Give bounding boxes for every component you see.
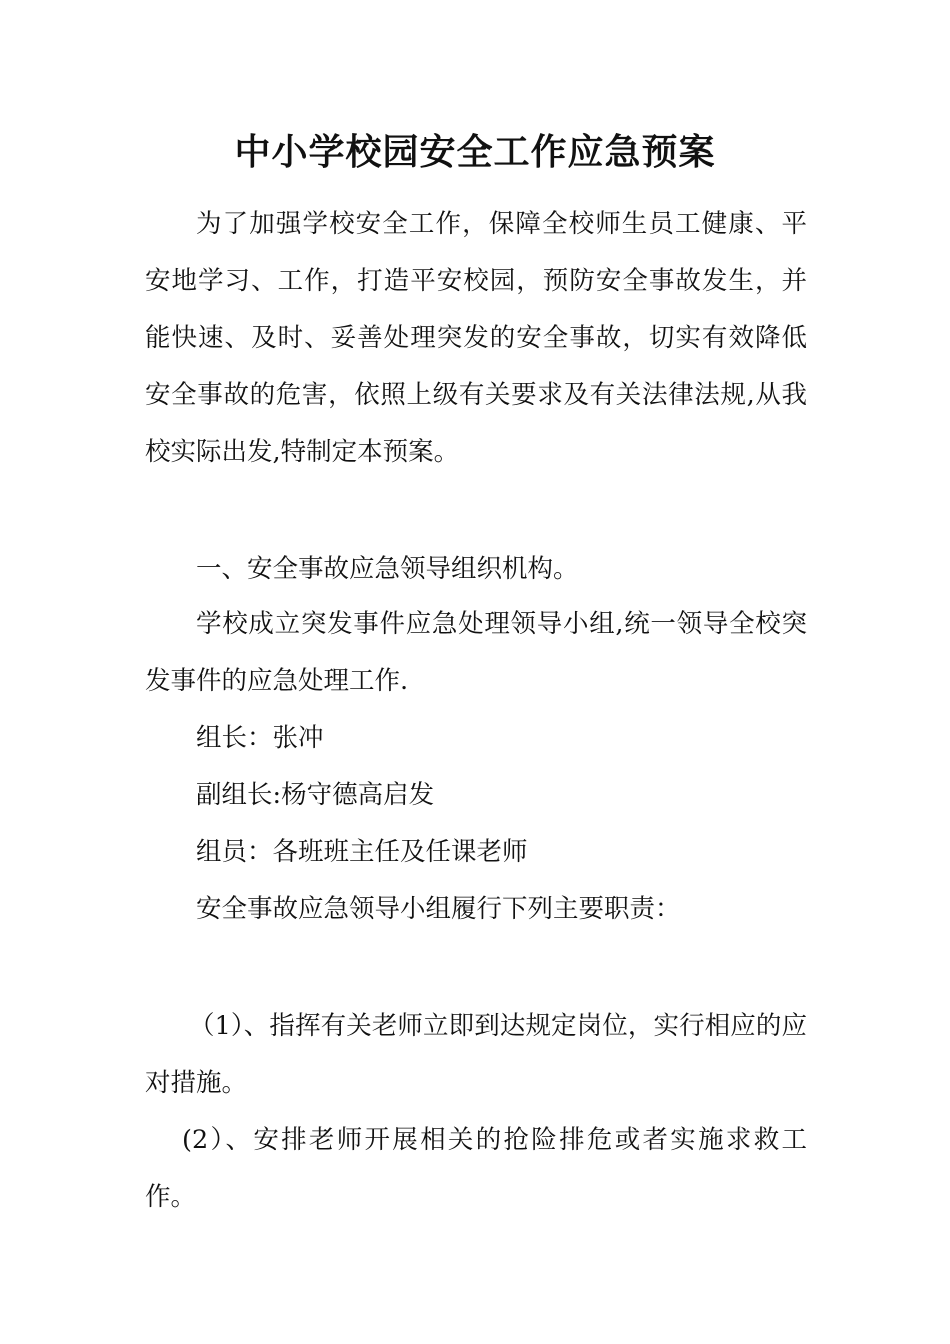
section-1-heading: 一、安全事故应急领导组织机构。	[196, 554, 579, 584]
duty-item-2: (2）、安排老师开展相关的抢险排危或者实施求救工作。	[145, 1125, 807, 1212]
duties-heading: 安全事故应急领导小组履行下列主要职责：	[196, 894, 681, 924]
members-line: 组员：各班班主任及任课老师	[196, 837, 528, 867]
intro-paragraph: 为了加强学校安全工作，保障全校师生员工健康、平安地学习、工作，打造平安校园，预防安全事故发生，并能快速、及时、妥善处理突发的安全事故，切实有效降低安全事故的危害，依照上级有关要求及有关法律法规,从我校实际出发,特制定本预案。	[145, 209, 807, 467]
duty-item-1: （1）、指挥有关老师立即到达规定岗位，实行相应的应对措施。	[145, 1011, 807, 1098]
document-title: 中小学校园安全工作应急预案	[234, 131, 716, 173]
leader-line: 组长：张冲	[196, 723, 324, 753]
section-1-lead-paragraph: 学校成立突发事件应急处理领导小组,统一领导全校突发事件的应急处理工作.	[145, 609, 807, 696]
vice-leader-line: 副组长:杨守德高启发	[196, 780, 435, 810]
